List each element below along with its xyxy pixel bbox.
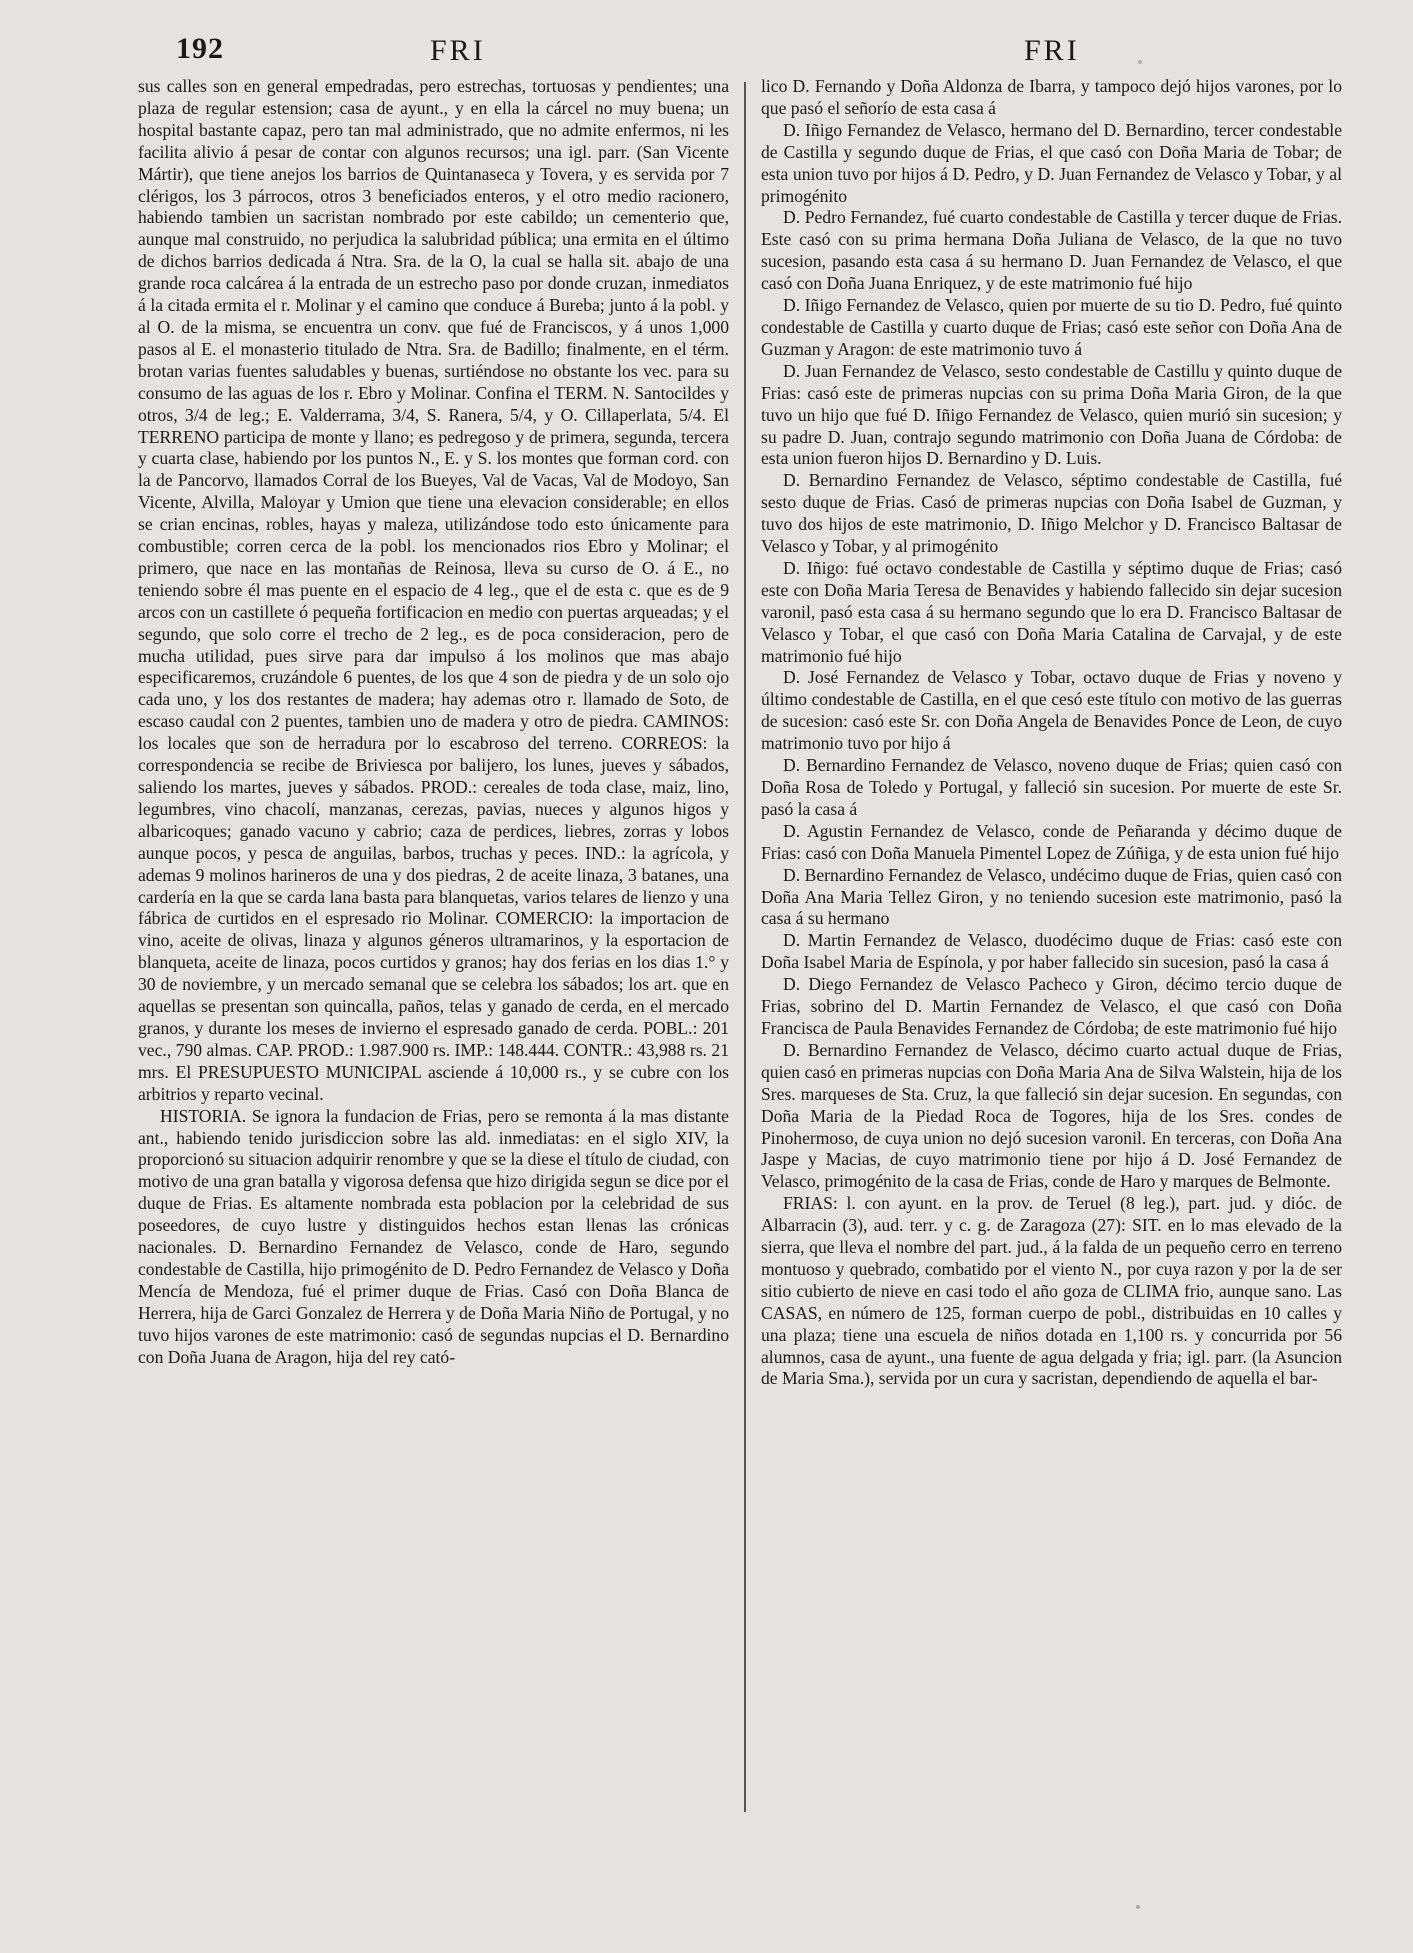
right-column: [761, 76, 1342, 1888]
paragraph: D. Bernardino Fernandez de Velasco, noveno duque de Frias; quien casó con Doña Rosa de Toledo y Portugal, y falleció sin sucesion. Por muerte de este Sr. pasó la casa á: [761, 755, 1342, 819]
left-column: [138, 76, 729, 1888]
paragraph: D. José Fernandez de Velasco y Tobar, octavo duque de Frias y noveno y último condestable de Castilla, en el que cesó este título con motivo de las guerras de sucesion: casó este Sr. con Doña Angela de Benavides Ponce de Leon, de cuyo matrimonio tuvo por hijo á: [761, 667, 1342, 754]
paragraph: HISTORIA. Se ignora la fundacion de Frias, pero se remonta á la mas distante ant., habiendo tenido jurisdiccion sobre las ald. inmediatas: en el siglo XIV, la proporcionó su situacion adquirir renombre y que se la diese el título de ciudad, con motivo de una gran batalla y vigorosa defensa que hizo dirigida segun se dice por el duque de Frias. Es altamente nombrada esta poblacion por la celebridad de sus poseedores, de cuyo lustre y distinguidos hechos estan llenas las crónicas nacionales. D. Bernardino Fernandez de Velasco, conde de Haro, segundo condestable de Castilla, hijo primogénito de D. Pedro Fernandez de Velasco y Doña Mencía de Mendoza, fué el primer duque de Frias. Casó con Doña Blanca de Herrera, hija de Garci Gonzalez de Herrera y de Doña Maria Niño de Portugal, y no tuvo hijos varones de este matrimonio: casó de segundas nupcias el D. Bernardino con Doña Juana de Aragon, hija del rey cató-: [138, 1105, 729, 1367]
paper-speck: [1138, 60, 1142, 64]
running-head-left: FRI: [430, 34, 486, 67]
paragraph: D. Bernardino Fernandez de Velasco, décimo cuarto actual duque de Frias, quien casó en primeras nupcias con Doña Maria Ana de Silva Walstein, hija de los Sres. marqueses de Sta. Cruz, la que falleció sin dejar sucesion. En segundas, con Doña Maria de la Piedad Roca de Togores, hija de los Sres. condes de Pinohermoso, de cuya union no dejó sucesion varonil. En terceras, con Doña Ana Jaspe y Macias, de cuyo matrimonio tiene por hijo á D. José Fernandez de Velasco, primogénito de la casa de Frias, conde de Haro y marques de Belmonte.: [761, 1039, 1342, 1192]
paragraph: D. Bernardino Fernandez de Velasco, séptimo condestable de Castilla, fué sesto duque de Frias. Casó de primeras nupcias con Doña Isabel de Guzman, y tuvo dos hijos de este matrimonio, D. Iñigo Melchor y D. Francisco Baltasar de Velasco y Tobar, y al primogénito: [761, 470, 1342, 557]
paragraph: D. Diego Fernandez de Velasco Pacheco y Giron, décimo tercio duque de Frias, sobrino del D. Martin Fernandez de Velasco, el que casó con Doña Francisca de Paula Benavides Fernandez de Córdoba; de este matrimonio fué hijo: [761, 974, 1342, 1038]
paragraph: D. Martin Fernandez de Velasco, duodécimo duque de Frias: casó este con Doña Isabel Maria de Espínola, y por haber fallecido sin sucesion, pasó la casa á: [761, 930, 1342, 973]
paragraph: D. Iñigo Fernandez de Velasco, quien por muerte de su tio D. Pedro, fué quinto condestable de Castilla y cuarto duque de Frias; casó este señor con Doña Ana de Guzman y Aragon: de este matrimonio tuvo á: [761, 295, 1342, 359]
paragraph: D. Agustin Fernandez de Velasco, conde de Peñaranda y décimo duque de Frias: casó con Doña Manuela Pimentel Lopez de Zúñiga, y de esta union fué hijo: [761, 820, 1342, 863]
running-head-right: FRI: [1024, 34, 1080, 67]
paper-speck: [1136, 1905, 1140, 1909]
paragraph: D. Bernardino Fernandez de Velasco, undécimo duque de Frias, quien casó con Doña Ana Maria Tellez Giron, y no teniendo sucesion este matrimonio, pasó la casa á su hermano: [761, 864, 1342, 929]
paragraph: D. Iñigo: fué octavo condestable de Castilla y séptimo duque de Frias; casó este con Doña Maria Teresa de Benavides y habiendo fallecido sin dejar sucesion varonil, pasó esta casa á su hermano segundo que lo era D. Francisco Baltasar de Velasco y Tobar, el que casó con Doña Maria Catalina de Carvajal, y de este matrimonio fué hijo: [761, 557, 1342, 666]
paragraph: sus calles son en general empedradas, pero estrechas, tortuosas y pendientes; una plaza de regular estension; casa de ayunt., y en ella la cárcel no muy buena; un hospital bastante capaz, pero tan mal administrado, que no admite enfermos, ni les facilita alivio á pesar de contar con algunos recursos; una igl. parr. (San Vicente Mártir), que tiene anejos los barrios de Quintanaseca y Tovera, y es servida por 7 clérigos, los 3 párrocos, otros 3 beneficiados enteros, y el otro medio racionero, habiendo tambien un sacristan nombrado por este cabildo; un cementerio que, aunque mal construido, no perjudica la salubridad pública; una ermita en el último de dichos barrios dedicada á Ntra. Sra. de la O, la cual se halla sit. abajo de una grande roca calcárea á la entrada de un estrecho paso por donde cruzan, inmediatos á la citada ermita el r. Molinar y el camino que conduce á Bureba; junto á la pobl. y al O. de la misma, se encuentra un conv. que fué de Franciscos, y á unos 1,000 pasos al E. el monasterio titulado de Ntra. Sra. de Badillo; finalmente, en el térm. brotan varias fuentes saludables y buenas, surtiéndose no obstante los vec. para su consumo de las aguas de los r. Ebro y Molinar. Confina el TERM. N. Santocildes y otros, 3/4 de leg.; E. Valderrama, 3/4, S. Ranera, 5/4, y O. Cillaperlata, 5/4. El TERRENO participa de monte y llano; es pedregoso y de primera, segunda, tercera y cuarta clase, habiendo por los puntos N., E. y S. los montes que forman cord. con la de Pancorvo, llamados Corral de los Bueyes, Val de Vacas, Val de Modoyo, San Vicente, Alvilla, Maloyar y Umion que tiene una elevacion considerable; en ellos se crian encinas, robles, hayas y maleza, utilizándose todo esto únicamente para combustible; corren cerca de la pobl. los mencionados rios Ebro y Molinar; el primero, que nace en las montañas de Reinosa, lleva su curso de O. á E., no teniendo sobre él mas puente en el espacio de 4 leg., que el de esta c. que es de 9 arcos con un castillete ó pequeña fortificacion en medio con puertas arqueadas; y el segundo, que solo corre el trecho de 2 leg., es de poca consideracion, pero de mucha utilidad, pues sirve para dar impulso á los molinos que mas abajo especificaremos, cruzándole 6 puentes, de los que 4 son de piedra y de un solo ojo cada uno, y los dos restantes de madera; hay ademas otro r. llamado de Soto, de escaso caudal con 2 puentes, tambien uno de madera y otro de piedra. CAMINOS: los locales que son de herradura por lo escabroso del terreno. CORREOS: la correspondencia se recibe de Briviesca por balijero, los lunes, jueves y sábados, saliendo los martes, jueves y sábados. PROD.: cereales de toda clase, maiz, lino, legumbres, vino chacolí, manzanas, cerezas, pavias, nueces y algunos higos y albaricoques; ganado vacuno y cabrio; caza de perdices, liebres, zorras y lobos aunque pocos, y pesca de anguilas, barbos, truchas y peces. IND.: la agrícola, y ademas 9 molinos harineros de una y dos piedras, 2 de aceite linaza, 3 batanes, una cardería en la que se carda lana basta para blanquetas, varios telares de lienzo y una fábrica de curtidos en el espresado rio Molinar. COMERCIO: la importacion de vino, aceite de olivas, linaza y algunos géneros ultramarinos, y la esportacion de blanqueta, aceite de linaza, pocos curtidos y granos; hay dos ferias en los dias 1.° y 30 de noviembre, y un mercado semanal que se celebra los sábados; los art. que en aquellas se presentan son quincalla, paños, telas y ganado de cerda, en el mercado granos, y durante los meses de invierno el espresado ganado de cerda. POBL.: 201 vec., 790 almas. CAP. PROD.: 1.987.900 rs. IMP.: 148.444. CONTR.: 43,988 rs. 21 mrs. El PRESUPUESTO MUNICIPAL asciende á 10,000 rs., y se cubre con los arbitrios y reparto vecinal.: [138, 76, 729, 1104]
page-number: 192: [176, 32, 224, 65]
paragraph: D. Pedro Fernandez, fué cuarto condestable de Castilla y tercer duque de Frias. Este casó con su prima hermana Doña Juliana de Velasco, de la que no tuvo sucesion, pasando esta casa á su hermano D. Juan Fernandez de Velasco, el que casó con Doña Juana Enriquez, y de este matrimonio fué hijo: [761, 207, 1342, 294]
paragraph: D. Juan Fernandez de Velasco, sesto condestable de Castillu y quinto duque de Frias: casó este de primeras nupcias con su prima Doña Maria Giron, de la que tuvo un hijo que fué D. Iñigo Fernandez de Velasco, quien murió sin sucesion; y su padre D. Juan, contrajo segundo matrimonio con Doña Juana de Córdoba: de esta union fueron hijos D. Bernardino y D. Luis.: [761, 360, 1342, 469]
paragraph: lico D. Fernando y Doña Aldonza de Ibarra, y tampoco dejó hijos varones, por lo que pasó el señorío de esta casa á: [761, 76, 1342, 118]
paragraph: D. Iñigo Fernandez de Velasco, hermano del D. Bernardino, tercer condestable de Castilla y segundo duque de Frias, el que casó con Doña Maria de Tobar; de esta union tuvo por hijos á D. Pedro, y D. Juan Fernandez de Velasco y Tobar, y al primogénito: [761, 119, 1342, 206]
paragraph: FRIAS: l. con ayunt. en la prov. de Teruel (8 leg.), part. jud. y dióc. de Albarracin (3), aud. terr. y c. g. de Zaragoza (27): SIT. en lo mas elevado de la sierra, que lleva el nombre del part. jud., á la falda de un pequeño cerro en terreno montuoso y quebrado, combatido por el viento N., por cuya razon y por la de ser sitio cubierto de nieve en casi todo el año goza de CLIMA frio, aunque sano. Las CASAS, en número de 125, forman cuerpo de pobl., distribuidas en 10 calles y una plaza; tiene una escuela de niños dotada en 1,100 rs. y concurrida por 56 alumnos, casa de ayunt., una fuente de agua delgada y fria; igl. parr. (la Asuncion de Maria Sma.), servida por un cura y sacristan, dependiendo de aquella el bar-: [761, 1193, 1342, 1389]
column-rule: [744, 82, 746, 1812]
